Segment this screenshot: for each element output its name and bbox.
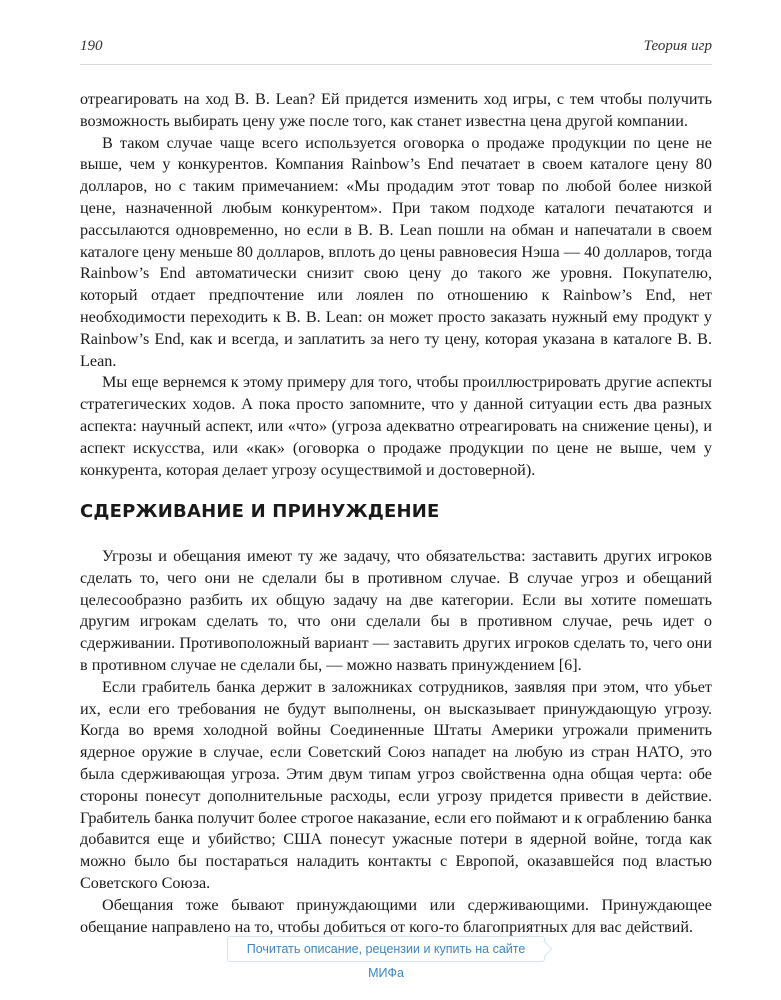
paragraph: Если грабитель банка держит в заложниках сотрудников, заявляя при этом, что убьет их, если его требования не будут выполнены, он высказывает принуждающую угрозу. Когда во время холодной войны Соединенные Штаты Америки угрожали применить ядерное оружие в случае, если Советский Союз нападет на любую из стран НАТО, это была сдерживающая угроза. Этим двум типам угроз свойственна одна общая черта: обе стороны понесут дополнительные расходы, если угрозу придется привести в действие. Грабитель банка получит более строгое наказание, если его поймают и к ограблению банка добавится еще и убийство; США понесут ужасные потери в ядерной войне, тогда как можно было бы постараться наладить контакты с Европой, оказавшейся под властью Советского Союза.: [80, 677, 712, 892]
section-heading: СДЕРЖИВАНИЕ И ПРИНУЖДЕНИЕ: [80, 501, 440, 522]
paragraph: Угрозы и обещания имеют ту же задачу, что обязательства: заставить других игроков сделать то, чего они не сделали бы в противном случае. В случае угроз и обещаний целесообразно разбить их общую задачу на две категории. Если вы хотите помешать другим игрокам сделать то, что они сделали бы в противном случае, речь идет о сдерживании. Противоположный вариант — заставить других игроков сделать то, чего они в противном случае не сделали бы, — можно назвать принуждением [6].: [80, 547, 712, 674]
paragraph: Мы еще вернемся к этому примеру для того, чтобы проиллюстрировать другие аспекты стратегических ходов. А пока просто запомните, что у данной ситуации есть два разных аспекта: научный аспект, или «что» (угроза адекватно отреагировать на снижение цены), и аспект искусства, или «как» (оговорка о продаже продукции по цене не выше, чем у конкурента, которая делает угрозу осуществимой и достоверной).: [80, 373, 712, 479]
paragraph: В таком случае чаще всего используется оговорка о продаже продукции по цене не выше, чем у конкурентов. Компания Rainbow’s End печатает в своем каталоге цену 80 долларов, но с таким примечанием: «Мы продадим этот товар по любой более низкой цене, назначенной любым конкурентом». При таком подходе каталоги печатаются и рассылаются одновременно, но если в B. B. Lean пошли на обман и напечатали в своем каталоге цену меньше 80 долларов, вплоть до цены равновесия Нэша — 40 долларов, тогда Rainbow’s End автоматически снизит свою цену до такого же уровня. Покупателю, который отдает предпочтение или лоялен по отношению к Rainbow’s End, нет необходимости переходить к B. B. Lean: он может просто заказать нужный ему продукт у Rainbow’s End, как и всегда, и заплатить за него ту цену, которая указана в каталоге B. B. Lean.: [80, 133, 712, 370]
header-divider: [80, 64, 712, 65]
intro-text: [80, 89, 712, 481]
paragraph-continued: отреагировать на ход B. B. Lean? Ей придется изменить ход игры, с тем чтобы получить возможность выбирать цену уже после того, как станет известна цена другой компании.: [80, 90, 712, 130]
running-head: [80, 38, 712, 58]
book-title: Теория игр: [643, 38, 712, 54]
section-text: [80, 546, 712, 938]
shop-link-label: Почитать описание, рецензии и купить на сайте МИФа: [246, 942, 526, 980]
shop-link-button[interactable]: [227, 936, 545, 980]
paragraph: Обещания тоже бывают принуждающими или сдерживающими. Принуждающее обещание направлено на то, чтобы добиться от кого-то благоприятных для вас действий.: [80, 895, 712, 936]
page-number: 190: [80, 38, 103, 54]
